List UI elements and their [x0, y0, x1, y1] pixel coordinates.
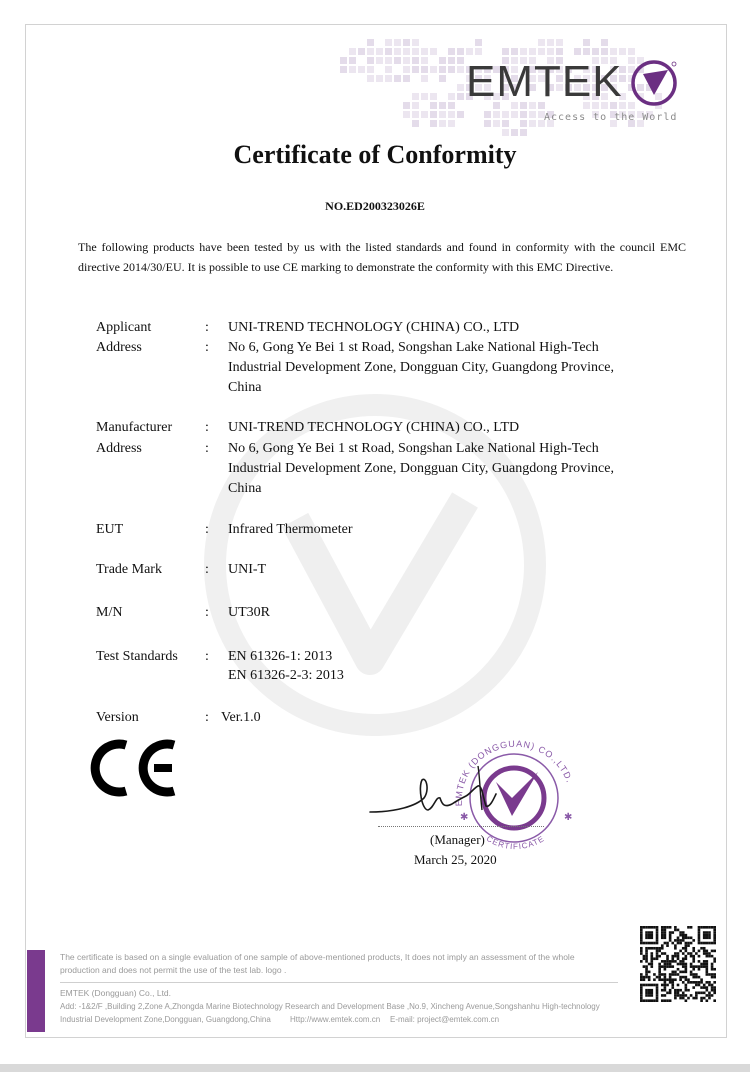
svg-text:✱: ✱: [460, 812, 469, 823]
seal-text: EMTEK (DONGGUAN) CO.,LTD.: [453, 740, 575, 807]
footer-accent-bar: [27, 950, 45, 1032]
colon: :: [205, 710, 209, 725]
footer-company: EMTEK (Dongguan) Co., Ltd.: [60, 988, 172, 998]
colon: :: [205, 562, 209, 577]
emtek-logo-icon: [630, 59, 678, 107]
emtek-logo: [466, 58, 686, 132]
trade-mark-label: Trade Mark: [96, 562, 162, 577]
footer-disclaimer-line-2: production and does not permit the use of the test lab. logo .: [60, 965, 287, 975]
eut-value: Infrared Thermometer: [228, 522, 353, 537]
footer-address-line-2: Industrial Development Zone,Dongguan, Guangdong,China: [60, 1015, 271, 1024]
colon: :: [205, 605, 209, 620]
signature-line: [378, 826, 544, 827]
signatory-role: (Manager): [430, 832, 485, 847]
page-title: Certificate of Conformity: [233, 140, 517, 169]
footer-disclaimer-line-1: The certificate is based on a single evaluation of one sample of above-mentioned products, It does not imply an assessment of the whole: [60, 952, 575, 962]
applicant-address-line-1: No 6, Gong Ye Bei 1 st Road, Songshan Lake National High-Tech: [228, 340, 599, 355]
test-standard-1: EN 61326-1: 2013: [228, 649, 333, 664]
footer-divider: [60, 982, 618, 983]
colon: :: [205, 649, 209, 664]
footer-website: Http://www.emtek.com.cn: [290, 1015, 381, 1024]
ce-mark-icon: [88, 735, 184, 801]
svg-text:✱: ✱: [564, 812, 573, 823]
applicant-address-line-2: Industrial Development Zone, Dongguan City, Guangdong Province,: [228, 360, 614, 375]
trade-mark-value: UNI-T: [228, 562, 267, 577]
colon: :: [205, 441, 209, 456]
qr-code-icon: [640, 926, 716, 1002]
colon: :: [205, 522, 209, 537]
applicant-address-line-3: China: [228, 380, 262, 395]
footer-address-line-1: Add: -1&2/F ,Building 2,Zone A,Zhongda Marine Biotechnology Research and Development Base ,No.9, Xincheng Avenue,Songshanhu High-technology: [60, 1002, 600, 1011]
manager-signature: [366, 758, 506, 828]
test-standards-label: Test Standards: [96, 649, 178, 664]
footer-email: E-mail: project@emtek.com.cn: [390, 1015, 500, 1024]
manufacturer-value: UNI-TREND TECHNOLOGY (CHINA) CO., LTD: [228, 420, 520, 435]
manufacturer-address-line-3: China: [228, 481, 262, 496]
applicant-label: Applicant: [96, 320, 152, 335]
manufacturer-address-label: Address: [96, 441, 142, 456]
colon: :: [205, 420, 209, 435]
model-number-value: UT30R: [228, 605, 270, 620]
applicant-address-label: Address: [96, 340, 142, 355]
logo-brand: EMTEK: [466, 57, 623, 106]
intro-paragraph: The following products have been tested by us with the listed standards and found in conformity with the council EMC directive 2014/30/EU. It is possible to use CE marking to demonstrate the conformity with this EMC Directive.: [78, 240, 686, 274]
test-standard-2: EN 61326-2-3: 2013: [228, 668, 344, 683]
certificate-number: NO.ED200323026E: [325, 199, 425, 213]
version-value: Ver.1.0: [221, 710, 261, 725]
manufacturer-label: Manufacturer: [96, 420, 173, 435]
colon: :: [205, 340, 209, 355]
signature-date: March 25, 2020: [414, 852, 497, 867]
model-number-label: M/N: [96, 605, 123, 620]
colon: :: [205, 320, 209, 335]
seal-subtext: CERTIFICATE: [484, 833, 547, 852]
manufacturer-address-line-2: Industrial Development Zone, Dongguan City, Guangdong Province,: [228, 461, 614, 476]
eut-label: EUT: [96, 522, 124, 537]
logo-tagline: Access to the World: [544, 112, 678, 123]
version-label: Version: [96, 710, 139, 725]
manufacturer-address-line-1: No 6, Gong Ye Bei 1 st Road, Songshan Lake National High-Tech: [228, 441, 599, 456]
applicant-value: UNI-TREND TECHNOLOGY (CHINA) CO., LTD: [228, 320, 520, 335]
bottom-strip: [0, 1064, 750, 1072]
